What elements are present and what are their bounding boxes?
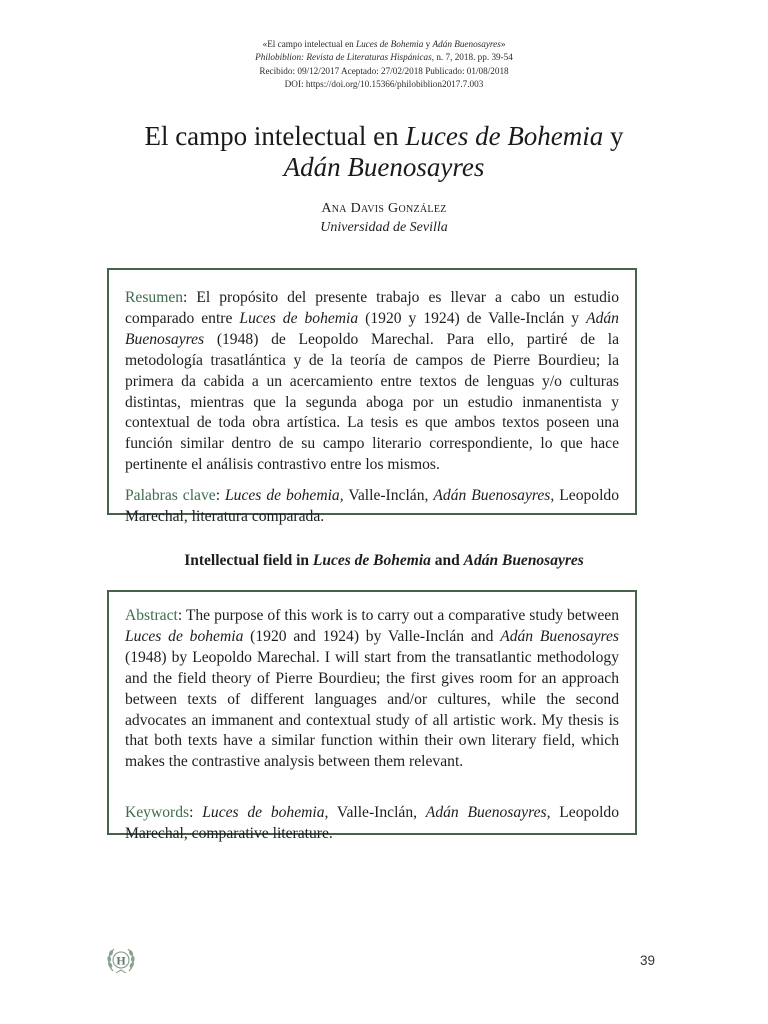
citation-header xyxy=(0,38,768,92)
abstract-label: Abstract xyxy=(125,607,178,624)
page-number: 39 xyxy=(639,953,655,968)
citation-line-1: «El campo intelectual en Luces de Bohemia y Adán Buenosayres» xyxy=(262,39,506,49)
keywords-paragraph: Keywords: Luces de bohemia, Valle-Inclán, Adán Buenosayres, Leopoldo Marechal, comparative literature. xyxy=(125,804,620,842)
resumen-label: Resumen xyxy=(125,289,184,306)
author-block xyxy=(0,199,768,237)
keywords-label: Keywords xyxy=(125,804,190,821)
author-affiliation: Universidad de Sevilla xyxy=(320,220,448,235)
citation-doi: DOI: https://doi.org/10.15366/philobiblion2017.7.003 xyxy=(284,79,484,90)
abstract-paragraph: Abstract: The purpose of this work is to carry out a comparative study between Luces de bohemia (1920 and 1924) by Valle-Inclán and Adán Buenosayres (1948) by Leopoldo Marechal. I will start from the transatlantic methodology and the field theory of Pierre Bourdieu; the first gives room for an approach between texts of different languages and/or cultures, while the second advocates an immanent and contextual study of all artistic work. My thesis is that both texts have a similar function within their own literary field, which makes the contrastive analysis between them relevant. xyxy=(125,607,619,771)
abstract-box xyxy=(107,590,637,842)
author-name: Ana Davis González xyxy=(321,201,447,216)
svg-text:H: H xyxy=(116,953,126,968)
palabras-clave-paragraph: Palabras clave: Luces de bohemia, Valle-Inclán, Adán Buenosayres, Leopoldo Marechal, literatura comparada. xyxy=(125,487,620,525)
citation-line-2: Philobiblion: Revista de Literaturas Hispánicas, n. 7, 2018. pp. 39-54 xyxy=(255,52,513,63)
resumen-paragraph: Resumen: El propósito del presente trabajo es llevar a cabo un estudio comparado entre Luces de bohemia (1920 y 1924) de Valle-Inclán y Adán Buenosayres (1948) de Leopoldo Marechal. Para ello, partiré de la metodología trasatlántica y de la teoría de campos de Pierre Bourdieu; la primera da cabida a un acercamiento entre textos de lenguas y/o culturas distintas, mientras que la segunda aboga por un estudio inmanentista y contextual de toda obra artística. La tesis es que ambos textos poseen una función similar dentro de su campo literario correspondiente, lo que hace pertinente el análisis contrastivo entre los mismos. xyxy=(125,289,619,474)
citation-dates: Recibido: 09/12/2017 Aceptado: 27/02/2018 Publicado: 01/08/2018 xyxy=(259,65,509,76)
english-title: Intellectual field in Luces de Bohemia and Adán Buenosayres xyxy=(184,552,584,569)
article-title: El campo intelectual en Luces de Bohemia y Adán Buenosayres xyxy=(144,121,624,182)
laurel-wreath-emblem-icon xyxy=(104,943,138,977)
palabras-clave-label: Palabras clave xyxy=(125,487,216,504)
resumen-box xyxy=(107,268,637,525)
